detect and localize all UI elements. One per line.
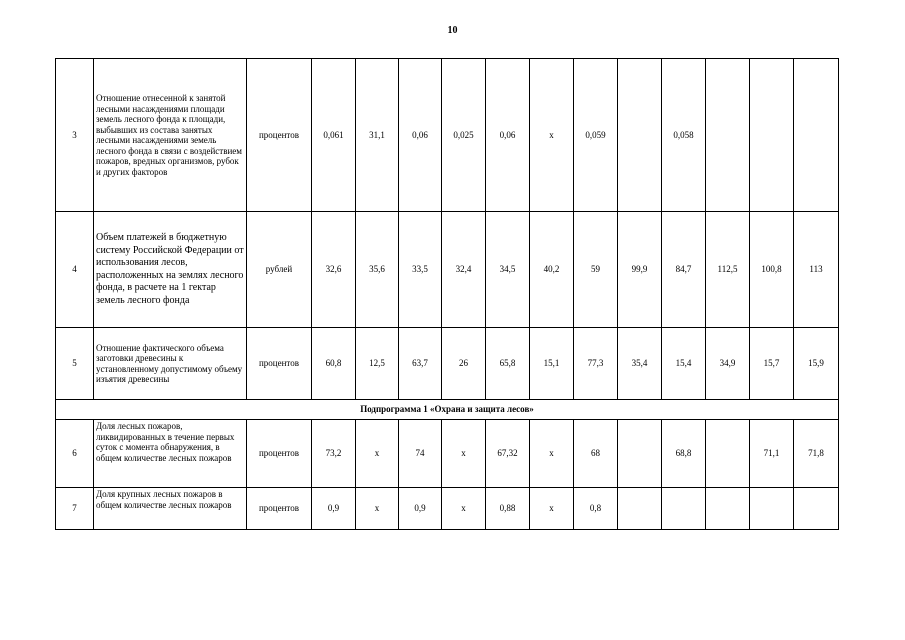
table-body [56, 59, 839, 530]
value-cell: 35,6 [356, 212, 399, 328]
table-row [56, 212, 839, 328]
value-cell: 15,7 [750, 328, 794, 400]
indicator-description: Отношение фактического объема заготовки древесины к установленному допустимому объему изъятия древесины [94, 328, 247, 400]
table-row [56, 328, 839, 400]
section-title: Подпрограмма 1 «Охрана и защита лесов» [56, 400, 839, 420]
value-cell [794, 488, 839, 530]
value-cell: 33,5 [399, 212, 442, 328]
value-cell: 100,8 [750, 212, 794, 328]
value-cell: 0,06 [486, 59, 530, 212]
value-cell: х [442, 420, 486, 488]
value-cell: х [356, 488, 399, 530]
value-cell: х [356, 420, 399, 488]
value-cell [706, 59, 750, 212]
unit-of-measure: рублей [247, 212, 312, 328]
value-cell: х [530, 59, 574, 212]
value-cell: х [530, 488, 574, 530]
value-cell: 68 [574, 420, 618, 488]
value-cell [706, 488, 750, 530]
value-cell: 0,9 [399, 488, 442, 530]
value-cell: 32,6 [312, 212, 356, 328]
unit-of-measure: процентов [247, 420, 312, 488]
value-cell [618, 420, 662, 488]
value-cell: 0,9 [312, 488, 356, 530]
value-cell: 59 [574, 212, 618, 328]
unit-of-measure: процентов [247, 488, 312, 530]
value-cell [750, 59, 794, 212]
value-cell: 0,061 [312, 59, 356, 212]
unit-of-measure: процентов [247, 59, 312, 212]
value-cell: 0,06 [399, 59, 442, 212]
row-number: 6 [56, 420, 94, 488]
value-cell: х [530, 420, 574, 488]
page-number: 10 [447, 25, 458, 36]
value-cell: 71,1 [750, 420, 794, 488]
unit-of-measure: процентов [247, 328, 312, 400]
value-cell: 99,9 [618, 212, 662, 328]
row-number: 7 [56, 488, 94, 530]
value-cell: 63,7 [399, 328, 442, 400]
value-cell: 34,5 [486, 212, 530, 328]
value-cell [706, 420, 750, 488]
value-cell: 68,8 [662, 420, 706, 488]
value-cell: 77,3 [574, 328, 618, 400]
value-cell: 34,9 [706, 328, 750, 400]
value-cell [662, 488, 706, 530]
value-cell: 65,8 [486, 328, 530, 400]
value-cell: 113 [794, 212, 839, 328]
value-cell: 0,025 [442, 59, 486, 212]
value-cell: х [442, 488, 486, 530]
section-row [56, 400, 839, 420]
value-cell: 0,058 [662, 59, 706, 212]
value-cell: 15,1 [530, 328, 574, 400]
value-cell: 74 [399, 420, 442, 488]
indicator-description: Доля крупных лесных пожаров в общем количестве лесных пожаров [94, 488, 247, 530]
indicator-description: Доля лесных пожаров, ликвидированных в течение первых суток с момента обнаружения, в общем количестве лесных пожаров [94, 420, 247, 488]
value-cell: 0,88 [486, 488, 530, 530]
value-cell: 0,059 [574, 59, 618, 212]
value-cell [794, 59, 839, 212]
value-cell: 71,8 [794, 420, 839, 488]
table-row [56, 488, 839, 530]
value-cell: 40,2 [530, 212, 574, 328]
table-row [56, 420, 839, 488]
value-cell: 112,5 [706, 212, 750, 328]
value-cell: 15,4 [662, 328, 706, 400]
value-cell: 0,8 [574, 488, 618, 530]
table-row [56, 59, 839, 212]
value-cell: 15,9 [794, 328, 839, 400]
indicator-description: Объем платежей в бюджетную систему Российской Федерации от использования лесов, расположенных на землях лесного фонда, в расчете на 1 гектар земель лесного фонда [94, 212, 247, 328]
row-number: 3 [56, 59, 94, 212]
value-cell: 32,4 [442, 212, 486, 328]
value-cell: 35,4 [618, 328, 662, 400]
value-cell: 12,5 [356, 328, 399, 400]
value-cell: 60,8 [312, 328, 356, 400]
value-cell [618, 488, 662, 530]
value-cell: 67,32 [486, 420, 530, 488]
value-cell: 26 [442, 328, 486, 400]
value-cell: 84,7 [662, 212, 706, 328]
row-number: 5 [56, 328, 94, 400]
value-cell: 31,1 [356, 59, 399, 212]
value-cell: 73,2 [312, 420, 356, 488]
indicator-description: Отношение отнесенной к занятой лесными насаждениями площади земель лесного фонда к площади, выбывших из состава занятых лесными насаждениями земель лесного фонда в связи с воздействием пожаров, вредных организмов, рубок и других факторов [94, 59, 247, 212]
row-number: 4 [56, 212, 94, 328]
indicators-table [55, 58, 839, 530]
value-cell [618, 59, 662, 212]
value-cell [750, 488, 794, 530]
